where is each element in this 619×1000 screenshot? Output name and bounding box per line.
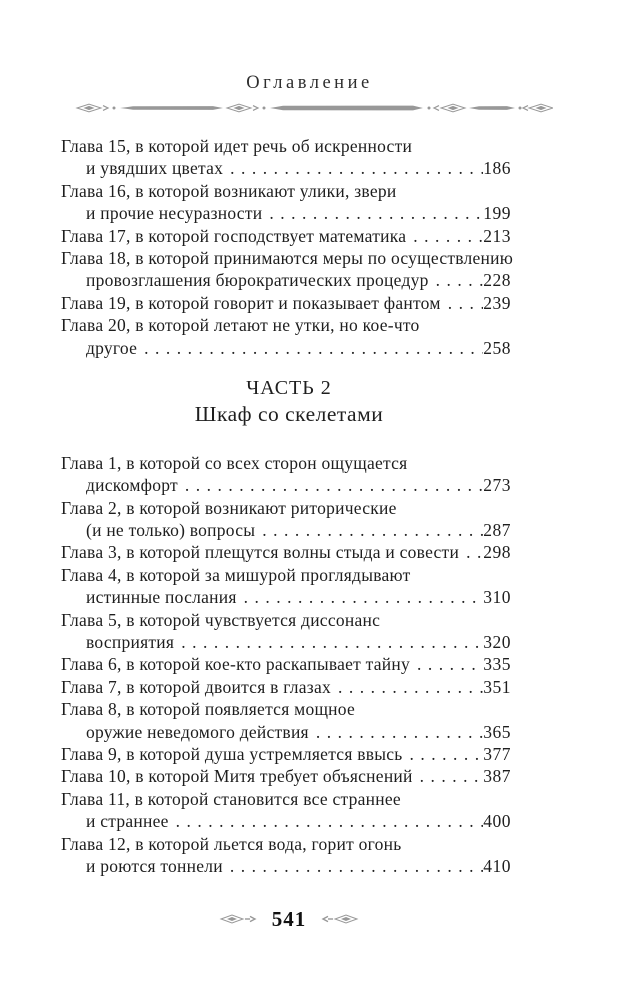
toc-entry-line (61, 631, 511, 653)
dot-leader (178, 474, 483, 496)
chapter-title-text: Глава 9, в которой душа устремляется ввысь (61, 743, 403, 764)
chapter-title-text: Глава 5, в которой чувствуется диссонанс (61, 609, 381, 630)
toc-column (61, 135, 517, 877)
dot-leader (459, 541, 483, 563)
toc-entry (61, 225, 511, 247)
chapter-page-number: 410 (483, 855, 511, 876)
chapter-title-text: провозглашения бюрократических процедур (86, 270, 429, 291)
toc-entry (61, 564, 511, 609)
chapter-title-text: и страннее (86, 811, 169, 832)
dot-leader (406, 225, 483, 247)
ornamental-divider-icon (67, 101, 553, 115)
toc-entry-line (61, 855, 511, 877)
chapter-title-text: Глава 19, в которой говорит и показывает фантом (61, 292, 441, 313)
chapter-title-text: Глава 18, в которой принимаются меры по осуществлению (61, 247, 514, 268)
chapter-title-text: Глава 17, в которой господствует математика (61, 225, 407, 246)
toc-entry (61, 833, 511, 878)
chapter-page-number: 239 (483, 292, 511, 313)
toc-entry (61, 676, 511, 698)
toc-entry-line (61, 833, 511, 855)
dot-leader (262, 202, 483, 224)
chapter-title-text: Глава 4, в которой за мишурой проглядывают (61, 564, 411, 585)
toc-entry-line (61, 292, 511, 314)
dot-leader (169, 810, 484, 832)
toc-entry-line (61, 541, 511, 563)
part-number: ЧАСТЬ 2 (246, 376, 332, 399)
dot-leader (309, 721, 483, 743)
toc-entry-line (61, 609, 511, 631)
toc-entry-line (61, 247, 514, 269)
chapter-page-number: 228 (483, 270, 511, 291)
chapter-title-text: Глава 10, в которой Митя требует объяснений (61, 766, 413, 787)
toc-part1-list (61, 135, 517, 359)
toc-entry (61, 698, 511, 743)
toc-entry (61, 292, 511, 314)
toc-entry-line (61, 474, 511, 496)
footer-ornament-left-icon (219, 911, 259, 927)
dot-leader (410, 653, 483, 675)
toc-entry-line (61, 743, 511, 765)
chapter-title-text: Глава 20, в которой летают не утки, но кое-что (61, 315, 420, 336)
toc-entry-line (61, 269, 511, 291)
chapter-page-number: 258 (483, 337, 511, 358)
page-header (0, 0, 619, 115)
chapter-page-number: 199 (483, 203, 511, 224)
toc-entry (61, 314, 511, 359)
toc-entry-line (61, 721, 511, 743)
toc-entry-line (61, 497, 511, 519)
chapter-title-text: Глава 3, в которой плещутся волны стыда и совести (61, 542, 460, 563)
chapter-title-text: Глава 16, в которой возникают улики, звери (61, 180, 397, 201)
chapter-title-text: Глава 11, в которой становится все страннее (61, 788, 401, 809)
toc-entry-line (61, 765, 511, 787)
toc-entry-line (61, 225, 511, 247)
chapter-title-text: Глава 2, в которой возникают риторические (61, 497, 397, 518)
chapter-page-number: 310 (483, 587, 511, 608)
toc-entry (61, 609, 511, 654)
dot-leader (441, 292, 484, 314)
toc-entry (61, 497, 511, 542)
chapter-title-text: восприятия (86, 632, 175, 653)
dot-leader (255, 519, 483, 541)
toc-entry-line (61, 452, 511, 474)
toc-entry-line (61, 564, 511, 586)
footer-ornament-right-icon (319, 911, 359, 927)
page-footer (61, 908, 517, 930)
page-number: 541 (271, 907, 307, 931)
chapter-page-number: 186 (483, 158, 511, 179)
chapter-title-text: Глава 15, в которой идет речь об искренности (61, 136, 413, 156)
toc-entry-line (61, 519, 511, 541)
toc-entry-line (61, 586, 511, 608)
chapter-page-number: 287 (483, 520, 511, 541)
toc-entry-line (61, 135, 511, 157)
chapter-title-text: другое (86, 337, 138, 358)
toc-entry (61, 180, 511, 225)
dot-leader (237, 586, 484, 608)
chapter-page-number: 400 (483, 811, 511, 832)
part-heading (61, 376, 517, 427)
dot-leader (223, 157, 483, 179)
chapter-page-number: 365 (483, 721, 511, 742)
toc-entry (61, 452, 511, 497)
toc-entry-line (61, 653, 511, 675)
chapter-title-text: и прочие несуразности (86, 203, 263, 224)
dot-leader (137, 337, 483, 359)
chapter-page-number: 335 (483, 654, 511, 675)
toc-entry-line (61, 676, 511, 698)
chapter-title-text: Глава 1, в которой со всех сторон ощущается (61, 452, 408, 473)
chapter-title-text: Глава 7, в которой двоится в глазах (61, 676, 331, 697)
toc-entry (61, 135, 511, 180)
chapter-page-number: 298 (483, 542, 511, 563)
dot-leader (174, 631, 483, 653)
toc-entry-line (61, 202, 511, 224)
toc-entry (61, 541, 511, 563)
toc-part2-list (61, 452, 517, 877)
toc-entry (61, 743, 511, 765)
toc-entry-line (61, 180, 511, 202)
toc-entry-line (61, 337, 511, 359)
toc-entry-line (61, 157, 511, 179)
dot-leader (429, 269, 484, 291)
chapter-title-text: истинные послания (86, 587, 237, 608)
chapter-page-number: 387 (483, 766, 511, 787)
dot-leader (413, 765, 484, 787)
toc-entry (61, 788, 511, 833)
chapter-title-text: (и не только) вопросы (86, 520, 256, 541)
chapter-page-number: 213 (483, 225, 511, 246)
toc-entry-line (61, 788, 511, 810)
part-title: Шкаф со скелетами (194, 401, 384, 426)
toc-entry-line (61, 698, 511, 720)
page-title: Оглавление (246, 73, 373, 93)
toc-entry (61, 765, 511, 787)
toc-entry (61, 653, 511, 675)
chapter-page-number: 320 (483, 632, 511, 653)
chapter-page-number: 377 (483, 743, 511, 764)
chapter-page-number: 351 (483, 676, 511, 697)
chapter-title-text: оружие неведомого действия (86, 721, 309, 742)
chapter-title-text: Глава 8, в которой появляется мощное (61, 699, 356, 720)
dot-leader (331, 676, 483, 698)
dot-leader (223, 855, 483, 877)
chapter-title-text: и увядших цветах (86, 158, 224, 179)
chapter-title-text: и роются тоннели (86, 855, 223, 876)
toc-entry (61, 247, 514, 292)
dot-leader (403, 743, 484, 765)
toc-entry-line (61, 314, 511, 336)
toc-entry-line (61, 810, 511, 832)
chapter-title-text: Глава 6, в которой кое-кто раскапывает тайну (61, 654, 411, 675)
chapter-title-text: Глава 12, в которой льется вода, горит огонь (61, 833, 402, 854)
chapter-page-number: 273 (483, 475, 511, 496)
chapter-title-text: дискомфорт (86, 475, 178, 496)
